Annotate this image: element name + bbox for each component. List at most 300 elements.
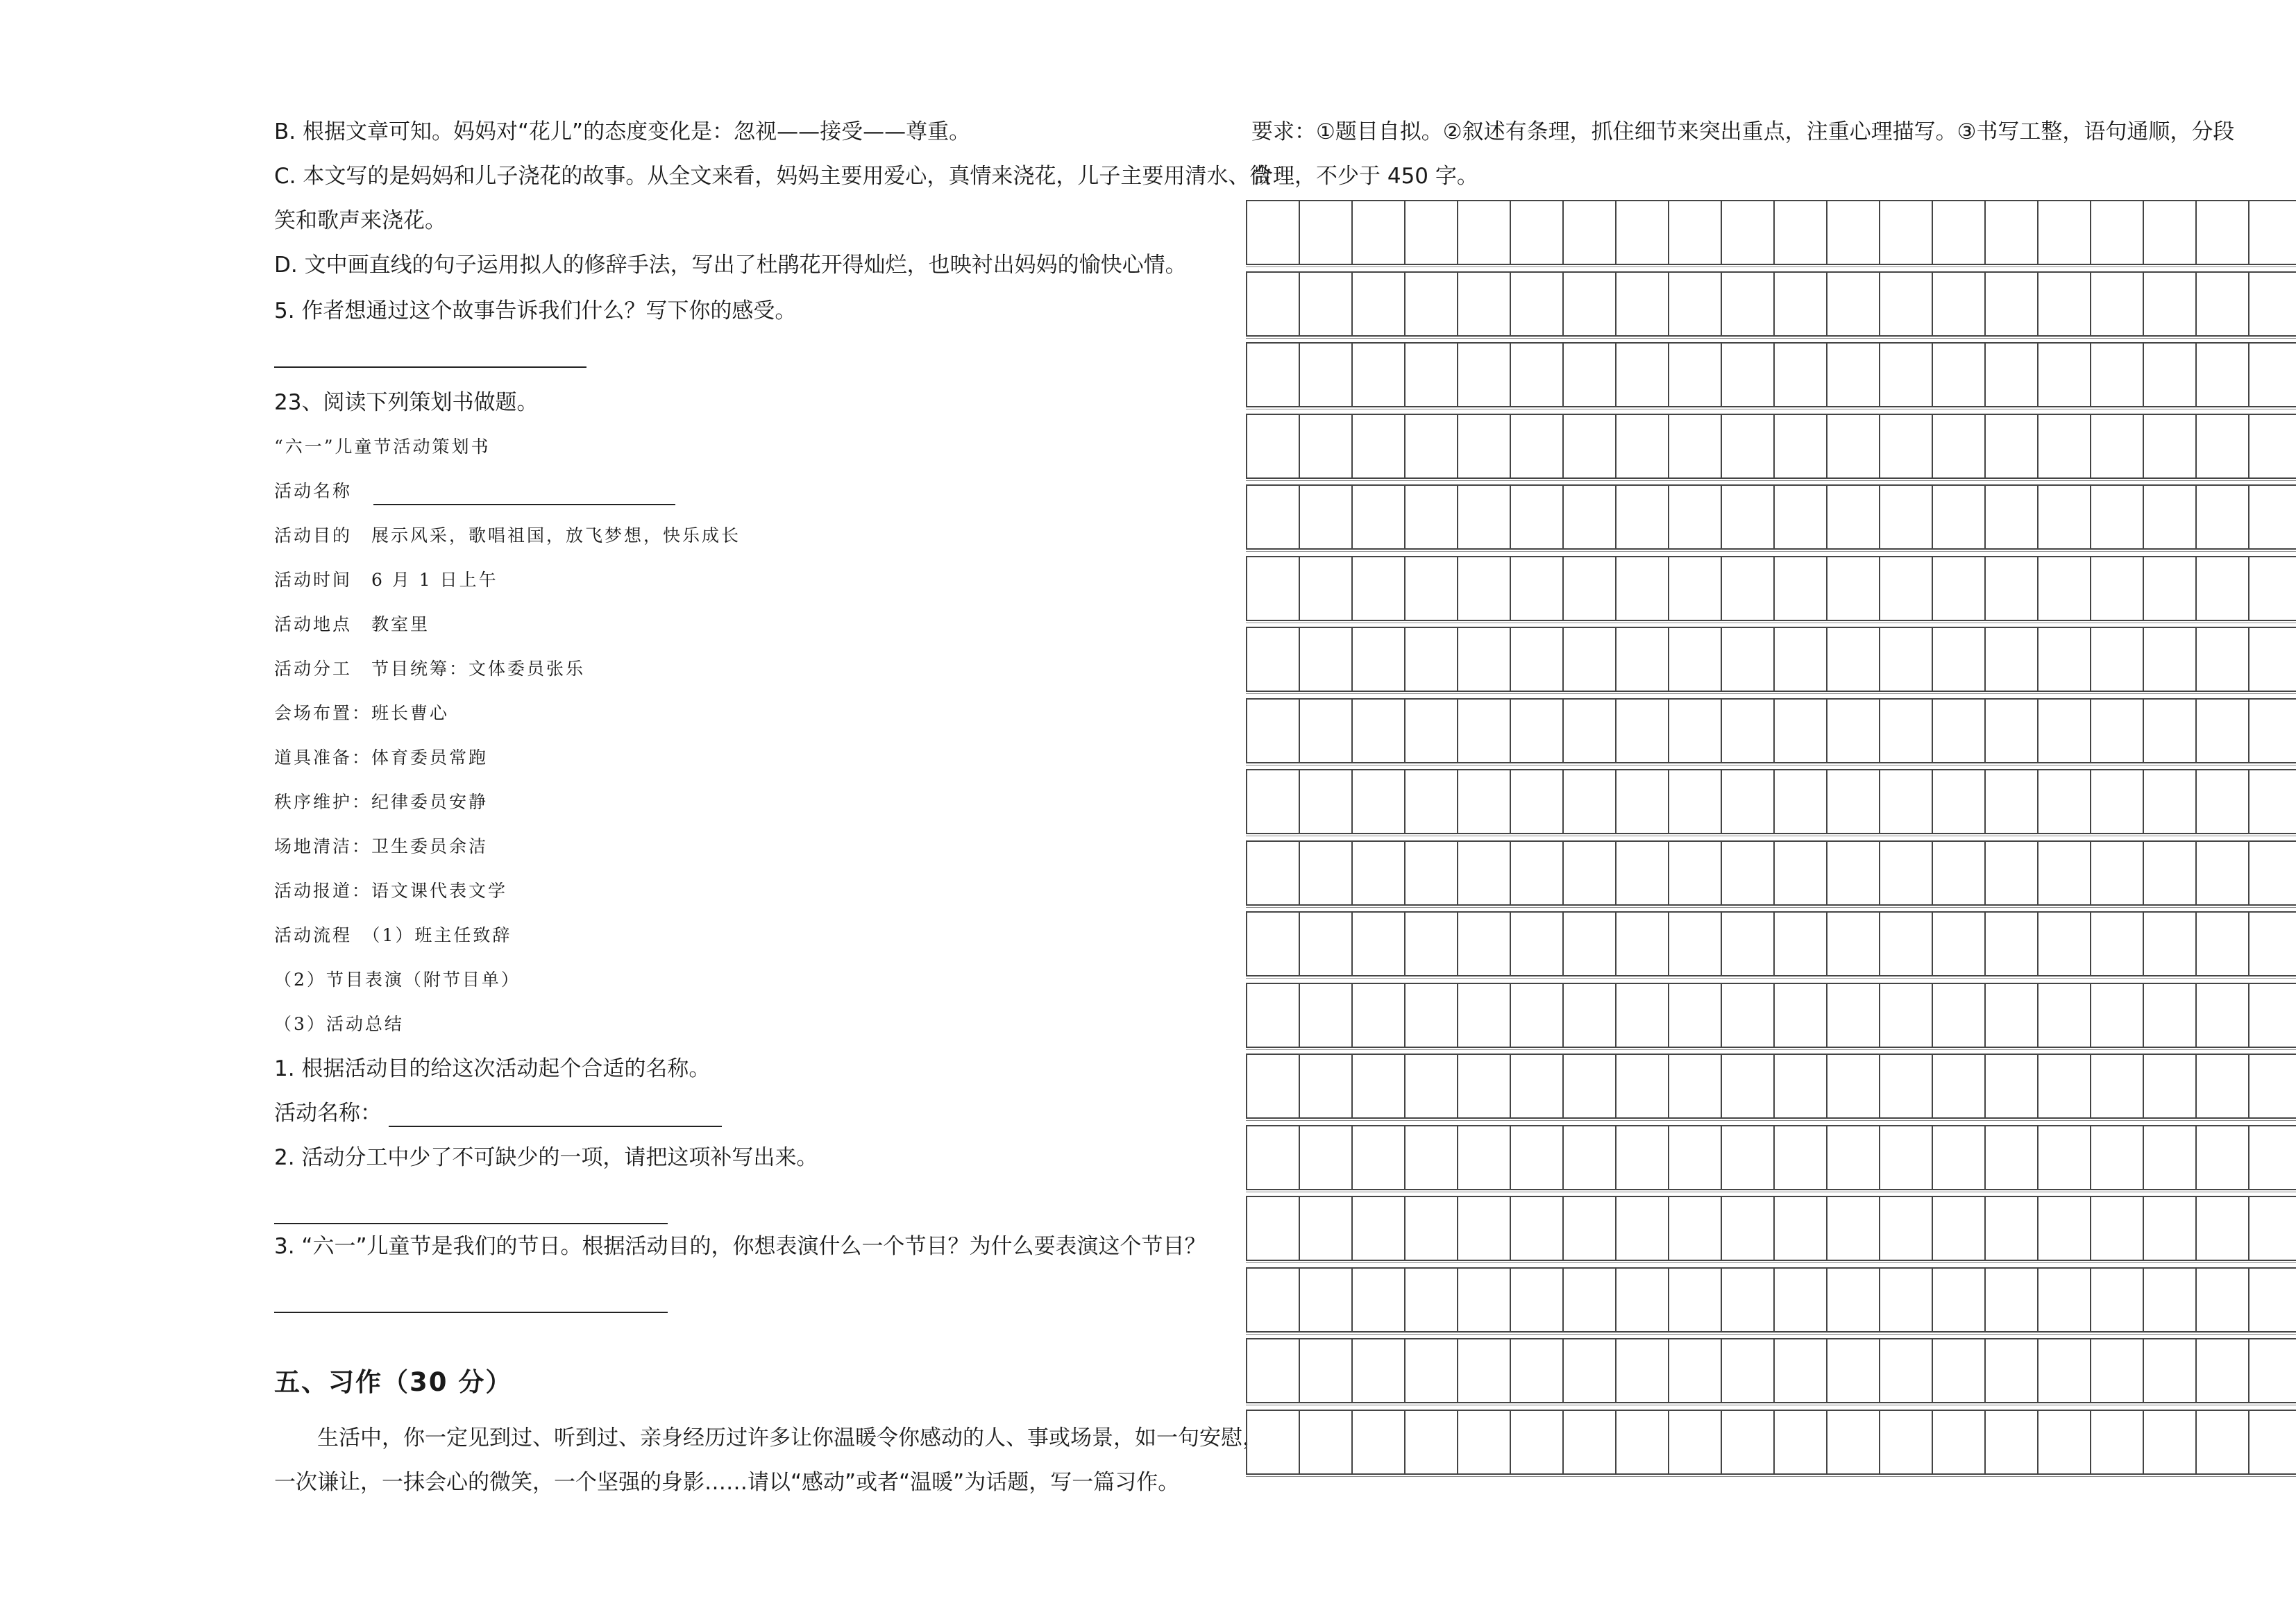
grid-cell[interactable] <box>2037 201 2090 264</box>
grid-cell[interactable] <box>2090 201 2143 264</box>
grid-cell[interactable] <box>1826 486 1879 548</box>
grid-cell[interactable] <box>2090 770 2143 833</box>
grid-cell[interactable] <box>1668 1411 1721 1473</box>
grid-cell[interactable] <box>1826 1411 1879 1473</box>
grid-cell[interactable] <box>1721 842 1773 904</box>
grid-cell[interactable] <box>1457 415 1510 477</box>
grid-cell[interactable] <box>1562 913 1615 975</box>
grid-cell[interactable] <box>2143 1055 2195 1117</box>
grid-cell[interactable] <box>2037 415 2090 477</box>
grid-cell[interactable] <box>1404 1055 1457 1117</box>
grid-cell[interactable] <box>1457 628 1510 691</box>
grid-cell[interactable] <box>2090 1055 2143 1117</box>
grid-cell[interactable] <box>2195 1126 2248 1189</box>
grid-cell[interactable] <box>2143 344 2195 406</box>
grid-cell[interactable] <box>1773 557 1826 620</box>
grid-cell[interactable] <box>1668 273 1721 335</box>
grid-cell[interactable] <box>2143 842 2195 904</box>
grid-cell[interactable] <box>1879 1411 1932 1473</box>
grid-cell[interactable] <box>1773 628 1826 691</box>
grid-cell[interactable] <box>1879 486 1932 548</box>
grid-cell[interactable] <box>1457 770 1510 833</box>
grid-cell[interactable] <box>2248 984 2296 1047</box>
grid-cell[interactable] <box>1615 842 1668 904</box>
grid-cell[interactable] <box>2090 984 2143 1047</box>
grid-cell[interactable] <box>2195 486 2248 548</box>
grid-cell[interactable] <box>1668 415 1721 477</box>
grid-cell[interactable] <box>1984 557 2037 620</box>
grid-cell[interactable] <box>1246 1126 1299 1189</box>
grid-cell[interactable] <box>2090 913 2143 975</box>
grid-cell[interactable] <box>1246 486 1299 548</box>
grid-cell[interactable] <box>1879 201 1932 264</box>
grid-cell[interactable] <box>1668 1269 1721 1331</box>
grid-cell[interactable] <box>2248 628 2296 691</box>
grid-cell[interactable] <box>1932 1055 1984 1117</box>
grid-cell[interactable] <box>2037 1269 2090 1331</box>
grid-cell[interactable] <box>2195 273 2248 335</box>
grid-cell[interactable] <box>2037 628 2090 691</box>
grid-cell[interactable] <box>1773 913 1826 975</box>
grid-cell[interactable] <box>1879 557 1932 620</box>
grid-cell[interactable] <box>1721 1126 1773 1189</box>
grid-cell[interactable] <box>1932 1126 1984 1189</box>
grid-cell[interactable] <box>1510 1126 1562 1189</box>
grid-cell[interactable] <box>1879 273 1932 335</box>
grid-cell[interactable] <box>1932 628 1984 691</box>
grid-cell[interactable] <box>1351 1339 1404 1402</box>
grid-cell[interactable] <box>2143 415 2195 477</box>
grid-cell[interactable] <box>1932 1411 1984 1473</box>
grid-cell[interactable] <box>1615 1339 1668 1402</box>
grid-cell[interactable] <box>1351 1055 1404 1117</box>
grid-cell[interactable] <box>1879 700 1932 762</box>
grid-cell[interactable] <box>1562 1411 1615 1473</box>
grid-cell[interactable] <box>1351 486 1404 548</box>
grid-cell[interactable] <box>1879 628 1932 691</box>
grid-cell[interactable] <box>2037 1126 2090 1189</box>
grid-cell[interactable] <box>1668 1339 1721 1402</box>
grid-cell[interactable] <box>1615 486 1668 548</box>
grid-cell[interactable] <box>1404 1269 1457 1331</box>
grid-cell[interactable] <box>1984 486 2037 548</box>
grid-cell[interactable] <box>1562 201 1615 264</box>
grid-cell[interactable] <box>1299 1126 1351 1189</box>
grid-cell[interactable] <box>2195 1269 2248 1331</box>
grid-cell[interactable] <box>1404 700 1457 762</box>
grid-cell[interactable] <box>1299 700 1351 762</box>
grid-cell[interactable] <box>1984 913 2037 975</box>
grid-cell[interactable] <box>1984 1339 2037 1402</box>
grid-cell[interactable] <box>1826 415 1879 477</box>
grid-cell[interactable] <box>2248 700 2296 762</box>
grid-cell[interactable] <box>1721 770 1773 833</box>
grid-cell[interactable] <box>2037 344 2090 406</box>
grid-cell[interactable] <box>2195 842 2248 904</box>
grid-cell[interactable] <box>1826 628 1879 691</box>
grid-cell[interactable] <box>2090 1126 2143 1189</box>
grid-cell[interactable] <box>1299 344 1351 406</box>
grid-cell[interactable] <box>1510 842 1562 904</box>
grid-cell[interactable] <box>1721 557 1773 620</box>
grid-cell[interactable] <box>1773 984 1826 1047</box>
grid-cell[interactable] <box>1510 415 1562 477</box>
grid-cell[interactable] <box>1457 1055 1510 1117</box>
grid-cell[interactable] <box>1773 842 1826 904</box>
grid-cell[interactable] <box>1351 1411 1404 1473</box>
grid-cell[interactable] <box>1668 984 1721 1047</box>
plan-name-blank[interactable] <box>373 483 675 505</box>
grid-cell[interactable] <box>1404 415 1457 477</box>
grid-cell[interactable] <box>1457 700 1510 762</box>
grid-cell[interactable] <box>1351 1269 1404 1331</box>
grid-cell[interactable] <box>2195 1197 2248 1260</box>
grid-cell[interactable] <box>2248 1411 2296 1473</box>
grid-cell[interactable] <box>1404 1126 1457 1189</box>
grid-cell[interactable] <box>2090 486 2143 548</box>
grid-cell[interactable] <box>1826 913 1879 975</box>
grid-cell[interactable] <box>1562 415 1615 477</box>
grid-cell[interactable] <box>1457 344 1510 406</box>
grid-cell[interactable] <box>2143 1197 2195 1260</box>
grid-cell[interactable] <box>1879 415 1932 477</box>
grid-cell[interactable] <box>1773 1055 1826 1117</box>
grid-cell[interactable] <box>1932 201 1984 264</box>
grid-cell[interactable] <box>1404 1197 1457 1260</box>
grid-cell[interactable] <box>1773 1269 1826 1331</box>
grid-cell[interactable] <box>1510 628 1562 691</box>
grid-cell[interactable] <box>1510 273 1562 335</box>
grid-cell[interactable] <box>2090 628 2143 691</box>
grid-cell[interactable] <box>1299 557 1351 620</box>
grid-cell[interactable] <box>1826 201 1879 264</box>
grid-cell[interactable] <box>1299 984 1351 1047</box>
grid-cell[interactable] <box>1246 201 1299 264</box>
grid-cell[interactable] <box>1668 770 1721 833</box>
grid-cell[interactable] <box>1773 486 1826 548</box>
grid-cell[interactable] <box>1246 273 1299 335</box>
grid-cell[interactable] <box>1615 557 1668 620</box>
grid-cell[interactable] <box>2090 344 2143 406</box>
grid-cell[interactable] <box>2248 1269 2296 1331</box>
grid-cell[interactable] <box>1246 700 1299 762</box>
grid-cell[interactable] <box>1826 770 1879 833</box>
grid-cell[interactable] <box>1932 557 1984 620</box>
grid-cell[interactable] <box>1668 1197 1721 1260</box>
grid-cell[interactable] <box>2143 1269 2195 1331</box>
grid-cell[interactable] <box>2248 201 2296 264</box>
grid-cell[interactable] <box>1826 557 1879 620</box>
grid-cell[interactable] <box>1984 201 2037 264</box>
grid-cell[interactable] <box>1562 700 1615 762</box>
grid-cell[interactable] <box>1299 1055 1351 1117</box>
grid-cell[interactable] <box>1668 913 1721 975</box>
grid-cell[interactable] <box>2037 486 2090 548</box>
grid-cell[interactable] <box>1615 415 1668 477</box>
grid-cell[interactable] <box>1246 1269 1299 1331</box>
grid-cell[interactable] <box>1932 770 1984 833</box>
grid-cell[interactable] <box>1562 273 1615 335</box>
grid-cell[interactable] <box>1615 1411 1668 1473</box>
grid-cell[interactable] <box>1826 1197 1879 1260</box>
grid-cell[interactable] <box>1615 273 1668 335</box>
grid-cell[interactable] <box>1457 1411 1510 1473</box>
answer-blank-sub2[interactable] <box>274 1223 668 1224</box>
grid-cell[interactable] <box>1615 1055 1668 1117</box>
grid-cell[interactable] <box>1457 1126 1510 1189</box>
grid-cell[interactable] <box>1932 273 1984 335</box>
grid-cell[interactable] <box>1404 557 1457 620</box>
grid-cell[interactable] <box>2037 1197 2090 1260</box>
grid-cell[interactable] <box>1246 415 1299 477</box>
grid-cell[interactable] <box>1562 344 1615 406</box>
grid-cell[interactable] <box>1246 1339 1299 1402</box>
grid-cell[interactable] <box>1879 1269 1932 1331</box>
grid-cell[interactable] <box>1562 1126 1615 1189</box>
grid-cell[interactable] <box>2248 273 2296 335</box>
grid-cell[interactable] <box>1299 273 1351 335</box>
grid-cell[interactable] <box>1721 1269 1773 1331</box>
grid-cell[interactable] <box>1932 344 1984 406</box>
grid-cell[interactable] <box>1299 770 1351 833</box>
grid-cell[interactable] <box>1668 700 1721 762</box>
grid-cell[interactable] <box>2143 201 2195 264</box>
grid-cell[interactable] <box>1246 984 1299 1047</box>
grid-cell[interactable] <box>1826 1126 1879 1189</box>
grid-cell[interactable] <box>2248 913 2296 975</box>
grid-cell[interactable] <box>1404 273 1457 335</box>
grid-cell[interactable] <box>1721 1339 1773 1402</box>
grid-cell[interactable] <box>1404 1411 1457 1473</box>
grid-cell[interactable] <box>1457 557 1510 620</box>
grid-cell[interactable] <box>1510 1197 1562 1260</box>
grid-cell[interactable] <box>1721 415 1773 477</box>
grid-cell[interactable] <box>2143 984 2195 1047</box>
grid-cell[interactable] <box>1773 1411 1826 1473</box>
grid-cell[interactable] <box>1773 770 1826 833</box>
grid-cell[interactable] <box>2090 557 2143 620</box>
grid-cell[interactable] <box>2090 273 2143 335</box>
grid-cell[interactable] <box>1457 913 1510 975</box>
grid-cell[interactable] <box>1668 557 1721 620</box>
grid-cell[interactable] <box>1615 700 1668 762</box>
grid-cell[interactable] <box>1562 770 1615 833</box>
grid-cell[interactable] <box>1879 1055 1932 1117</box>
grid-cell[interactable] <box>1510 201 1562 264</box>
grid-cell[interactable] <box>2090 1339 2143 1402</box>
grid-cell[interactable] <box>2143 1339 2195 1402</box>
grid-cell[interactable] <box>2143 1126 2195 1189</box>
grid-cell[interactable] <box>1668 1126 1721 1189</box>
grid-cell[interactable] <box>1879 984 1932 1047</box>
grid-cell[interactable] <box>1562 1055 1615 1117</box>
grid-cell[interactable] <box>1510 1269 1562 1331</box>
grid-cell[interactable] <box>2195 1339 2248 1402</box>
grid-cell[interactable] <box>1510 1339 1562 1402</box>
grid-cell[interactable] <box>1773 1126 1826 1189</box>
grid-cell[interactable] <box>2248 486 2296 548</box>
grid-cell[interactable] <box>1562 984 1615 1047</box>
grid-cell[interactable] <box>1457 273 1510 335</box>
grid-cell[interactable] <box>2090 842 2143 904</box>
grid-cell[interactable] <box>2037 913 2090 975</box>
grid-cell[interactable] <box>1351 344 1404 406</box>
grid-cell[interactable] <box>1932 913 1984 975</box>
grid-cell[interactable] <box>1615 913 1668 975</box>
grid-cell[interactable] <box>1668 842 1721 904</box>
grid-cell[interactable] <box>1351 913 1404 975</box>
grid-cell[interactable] <box>1721 201 1773 264</box>
grid-cell[interactable] <box>1773 1197 1826 1260</box>
grid-cell[interactable] <box>1615 1126 1668 1189</box>
grid-cell[interactable] <box>1562 1339 1615 1402</box>
grid-cell[interactable] <box>1351 700 1404 762</box>
grid-cell[interactable] <box>1984 415 2037 477</box>
grid-cell[interactable] <box>1246 344 1299 406</box>
grid-cell[interactable] <box>1826 344 1879 406</box>
grid-cell[interactable] <box>2143 486 2195 548</box>
grid-cell[interactable] <box>1510 1411 1562 1473</box>
grid-cell[interactable] <box>1773 344 1826 406</box>
grid-cell[interactable] <box>1351 1197 1404 1260</box>
grid-cell[interactable] <box>1668 1055 1721 1117</box>
grid-cell[interactable] <box>2248 344 2296 406</box>
grid-cell[interactable] <box>1984 344 2037 406</box>
grid-cell[interactable] <box>2195 1411 2248 1473</box>
grid-cell[interactable] <box>2195 913 2248 975</box>
grid-cell[interactable] <box>1826 1055 1879 1117</box>
grid-cell[interactable] <box>1879 913 1932 975</box>
grid-cell[interactable] <box>1299 913 1351 975</box>
grid-cell[interactable] <box>1668 486 1721 548</box>
grid-cell[interactable] <box>2143 913 2195 975</box>
grid-cell[interactable] <box>2143 1411 2195 1473</box>
grid-cell[interactable] <box>1721 913 1773 975</box>
grid-cell[interactable] <box>2090 415 2143 477</box>
grid-cell[interactable] <box>1984 842 2037 904</box>
grid-cell[interactable] <box>1351 273 1404 335</box>
grid-cell[interactable] <box>1562 557 1615 620</box>
grid-cell[interactable] <box>1984 628 2037 691</box>
grid-cell[interactable] <box>2195 1055 2248 1117</box>
grid-cell[interactable] <box>2248 415 2296 477</box>
grid-cell[interactable] <box>2195 415 2248 477</box>
grid-cell[interactable] <box>1510 1055 1562 1117</box>
grid-cell[interactable] <box>1984 273 2037 335</box>
grid-cell[interactable] <box>1299 1411 1351 1473</box>
grid-cell[interactable] <box>1351 557 1404 620</box>
grid-cell[interactable] <box>1721 1055 1773 1117</box>
grid-cell[interactable] <box>2037 1055 2090 1117</box>
grid-cell[interactable] <box>2143 770 2195 833</box>
grid-cell[interactable] <box>2037 842 2090 904</box>
grid-cell[interactable] <box>2195 700 2248 762</box>
grid-cell[interactable] <box>1562 1269 1615 1331</box>
grid-cell[interactable] <box>1351 842 1404 904</box>
grid-cell[interactable] <box>1246 770 1299 833</box>
grid-cell[interactable] <box>1299 1339 1351 1402</box>
grid-cell[interactable] <box>1615 770 1668 833</box>
grid-cell[interactable] <box>1404 201 1457 264</box>
grid-cell[interactable] <box>1246 1411 1299 1473</box>
grid-cell[interactable] <box>1404 486 1457 548</box>
grid-cell[interactable] <box>2195 201 2248 264</box>
grid-cell[interactable] <box>1404 913 1457 975</box>
grid-cell[interactable] <box>2090 1411 2143 1473</box>
grid-cell[interactable] <box>1351 1126 1404 1189</box>
grid-cell[interactable] <box>1615 1197 1668 1260</box>
grid-cell[interactable] <box>2248 1339 2296 1402</box>
grid-cell[interactable] <box>2090 1269 2143 1331</box>
grid-cell[interactable] <box>1984 700 2037 762</box>
grid-cell[interactable] <box>1932 1339 1984 1402</box>
grid-cell[interactable] <box>1879 1197 1932 1260</box>
grid-cell[interactable] <box>1457 984 1510 1047</box>
grid-cell[interactable] <box>1299 628 1351 691</box>
grid-cell[interactable] <box>2248 1197 2296 1260</box>
grid-cell[interactable] <box>1299 842 1351 904</box>
grid-cell[interactable] <box>1562 1197 1615 1260</box>
grid-cell[interactable] <box>1826 984 1879 1047</box>
grid-cell[interactable] <box>2143 700 2195 762</box>
grid-cell[interactable] <box>1562 486 1615 548</box>
grid-cell[interactable] <box>1668 201 1721 264</box>
grid-cell[interactable] <box>2248 557 2296 620</box>
grid-cell[interactable] <box>1932 1269 1984 1331</box>
grid-cell[interactable] <box>2248 770 2296 833</box>
grid-cell[interactable] <box>1246 913 1299 975</box>
grid-cell[interactable] <box>1721 984 1773 1047</box>
grid-cell[interactable] <box>2143 557 2195 620</box>
grid-cell[interactable] <box>1351 984 1404 1047</box>
grid-cell[interactable] <box>1984 984 2037 1047</box>
grid-cell[interactable] <box>1457 486 1510 548</box>
grid-cell[interactable] <box>1721 700 1773 762</box>
grid-cell[interactable] <box>1299 486 1351 548</box>
grid-cell[interactable] <box>1510 557 1562 620</box>
answer-blank-sub1[interactable] <box>389 1105 722 1127</box>
grid-cell[interactable] <box>1721 273 1773 335</box>
grid-cell[interactable] <box>1615 984 1668 1047</box>
grid-cell[interactable] <box>2195 344 2248 406</box>
grid-cell[interactable] <box>2195 984 2248 1047</box>
grid-cell[interactable] <box>1510 344 1562 406</box>
grid-cell[interactable] <box>2090 700 2143 762</box>
grid-cell[interactable] <box>1668 628 1721 691</box>
grid-cell[interactable] <box>1721 486 1773 548</box>
grid-cell[interactable] <box>1932 1197 1984 1260</box>
grid-cell[interactable] <box>1932 842 1984 904</box>
grid-cell[interactable] <box>1246 557 1299 620</box>
grid-cell[interactable] <box>1984 1269 2037 1331</box>
grid-cell[interactable] <box>1932 984 1984 1047</box>
grid-cell[interactable] <box>1932 700 1984 762</box>
grid-cell[interactable] <box>1351 415 1404 477</box>
grid-cell[interactable] <box>1246 842 1299 904</box>
grid-cell[interactable] <box>1826 1339 1879 1402</box>
grid-cell[interactable] <box>1773 273 1826 335</box>
grid-cell[interactable] <box>1562 628 1615 691</box>
grid-cell[interactable] <box>1510 486 1562 548</box>
grid-cell[interactable] <box>1299 1269 1351 1331</box>
grid-cell[interactable] <box>1615 201 1668 264</box>
grid-cell[interactable] <box>1932 486 1984 548</box>
grid-cell[interactable] <box>2090 1197 2143 1260</box>
grid-cell[interactable] <box>2037 984 2090 1047</box>
grid-cell[interactable] <box>1826 273 1879 335</box>
grid-cell[interactable] <box>1299 415 1351 477</box>
grid-cell[interactable] <box>1826 842 1879 904</box>
